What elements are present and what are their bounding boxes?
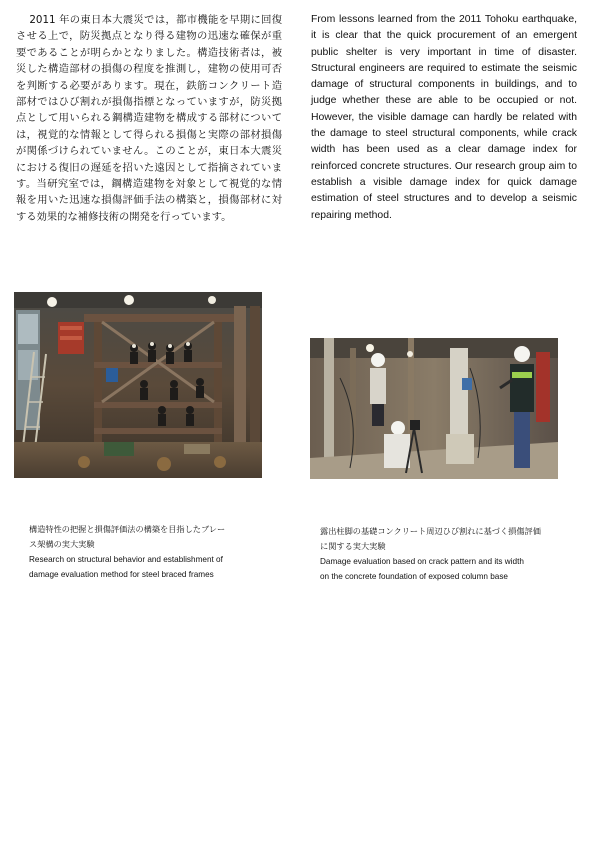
photo-column-base-test: [310, 338, 558, 479]
caption-2-japanese-line-1: 露出柱脚の基礎コンクリート周辺ひび割れに基づく損傷評価: [320, 526, 541, 536]
caption-1-english-line-1: Research on structural behavior and establishment of: [29, 555, 223, 564]
caption-2-japanese-line-2: に関する実大実験: [320, 541, 386, 551]
caption-1-english-line-2: damage evaluation method for steel braced frames: [29, 570, 214, 579]
caption-photo-1: [29, 522, 269, 582]
intro-text-english: From lessons learned from the 2011 Tohoku earthquake, it is clear that the quick procurement of an emergent public shelter is very important in time of disaster. Structural engineers are required to estimate the seismic damage of structural components in buildings, and to judge whether these are able to be occupied or not. However, the visible damage can hardly be related with the damage to steel structural components, while crack width has been used as a clear damage index for reinforced concrete structures. Our research group aim to establish a visible damage index for quick damage estimation of steel structures and to develop a seismic repairing method.: [311, 14, 577, 221]
caption-2-english-line-1: Damage evaluation based on crack pattern and its width: [320, 557, 524, 566]
caption-1-japanese-line-1: 構造特性の把握と損傷評価法の構築を目指したブレー: [29, 524, 226, 534]
caption-2-english-line-2: on the concrete foundation of exposed column base: [320, 572, 508, 581]
caption-photo-2: [320, 524, 570, 584]
intro-text-japanese: 2011 年の東日本大震災では，都市機能を早期に回復させる上で，防災拠点となり得る建物の迅速な確保が重要であることが明らかとなりました。構造技術者は，被災した構造部材の損傷の程度を推測し，建物の使用可否を判断する必要があります。現在，鉄筋コンクリート造部材ではひび割れが損傷指標となっていますが，防災拠点として用いられる鋼構造建物を構成する部材については，視覚的な情報として得られる損傷と実際の部材損傷が関係づけられていません。このことが，東日本大震災における復旧の遅延を招いた遠因として指摘されています。当研究室では，鋼構造建物を対象として視覚的な情報を用いた迅速な損傷評価手法の構築と，損傷部材に対する効果的な補修技術の開発を行っています。: [16, 14, 282, 223]
photo-braced-frame-test: [14, 292, 262, 478]
caption-1-japanese-line-2: ス架構の実大実験: [29, 539, 95, 549]
